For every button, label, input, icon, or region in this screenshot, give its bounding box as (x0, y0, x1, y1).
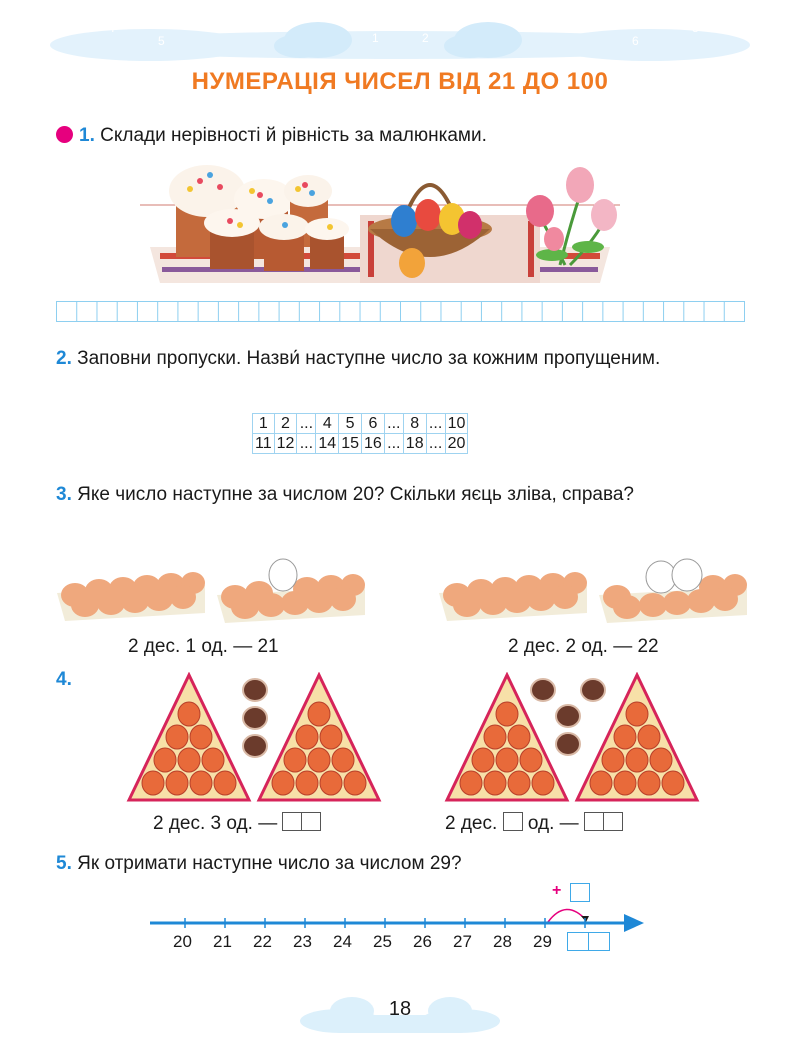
pysanka-egg-icon (581, 679, 605, 701)
tick-label: 22 (253, 932, 272, 951)
answer-box[interactable] (567, 932, 589, 951)
egg-cartons-right (437, 555, 757, 630)
egg-carton-icon (439, 572, 587, 621)
task-text: Як отримати наступне число за числом 29? (77, 853, 462, 874)
table-row (253, 434, 468, 454)
caption-text: 2 дес. (445, 813, 498, 834)
tick-label: 20 (173, 932, 192, 951)
answer-grid[interactable] (56, 301, 746, 323)
caption-4-left (153, 812, 321, 835)
task-3 (56, 483, 746, 507)
table-cell: 2 (274, 414, 297, 434)
header-number: 6 (632, 34, 639, 48)
egg-carton-icon (217, 559, 365, 623)
pysanka-triangles-left (125, 672, 385, 804)
pysanka-egg-icon (556, 705, 580, 727)
plus-sign: + (552, 882, 562, 899)
page-number: 18 (388, 998, 412, 1020)
table-cell: 8 (403, 414, 426, 434)
tick-label: 28 (493, 932, 512, 951)
header-number: 1 (372, 31, 379, 45)
task-bullet-icon (56, 126, 73, 143)
pysanka-triangle-icon (259, 675, 379, 800)
egg-cartons-left (55, 555, 375, 630)
table-cell: 10 (445, 414, 468, 434)
pysanka-egg-icon (556, 733, 580, 755)
answer-box[interactable] (503, 812, 523, 831)
answer-box[interactable] (584, 812, 604, 831)
task-number: 4. (56, 669, 72, 690)
answer-box[interactable] (588, 932, 610, 951)
task-number: 3. (56, 484, 72, 505)
table-cell: 18 (403, 434, 426, 454)
task-number: 1. (79, 125, 95, 146)
table-cell: 14 (316, 434, 339, 454)
pysanka-egg-icon (531, 679, 555, 701)
header-number: 0 (396, 15, 403, 29)
blank-cell[interactable]: ... (384, 434, 403, 454)
answer-box[interactable] (603, 812, 623, 831)
pysanka-egg-icon (243, 679, 267, 701)
task-1-illustration (140, 155, 620, 290)
blank-cell[interactable]: ... (297, 434, 316, 454)
page-title: НУМЕРАЦІЯ ЧИСЕЛ ВІД 21 ДО 100 (191, 68, 609, 95)
task-text: Заповни пропуски. Назви́ наступне число за кожним пропущеним. (77, 348, 661, 369)
task-number: 2. (56, 348, 72, 369)
task-1 (56, 124, 487, 148)
caption-text: од. — (527, 813, 579, 834)
answer-box[interactable] (301, 812, 321, 831)
easter-cake-icon (169, 165, 349, 271)
table-cell: 5 (339, 414, 362, 434)
header-number: 7 (110, 21, 117, 35)
egg-carton-icon (599, 559, 747, 623)
header-number: 4 (568, 21, 575, 35)
table-row (253, 414, 468, 434)
table-cell: 11 (253, 434, 275, 454)
task-text: Яке число наступне за числом 20? Скільки яєць зліва, справа? (77, 484, 634, 505)
tick-label: 21 (213, 932, 232, 951)
task-text: Склади нерівності й рівність за малюнками. (100, 125, 487, 146)
header-number: 5 (158, 34, 165, 48)
task-2 (56, 347, 746, 371)
pysanka-triangle-icon (129, 675, 249, 800)
answer-box[interactable] (282, 812, 302, 831)
blank-cell[interactable]: ... (426, 434, 445, 454)
table-cell: 15 (339, 434, 362, 454)
caption-left: 2 дес. 1 од. — 21 (128, 636, 279, 657)
table-cell: 16 (362, 434, 385, 454)
pysanka-egg-icon (243, 707, 267, 729)
table-cell: 12 (274, 434, 297, 454)
blank-cell[interactable]: ... (297, 414, 316, 434)
pysanka-triangles-right (443, 672, 703, 804)
caption-4-right (445, 812, 623, 835)
tick-label: 29 (533, 932, 552, 951)
table-cell: 6 (362, 414, 385, 434)
table-cell: 1 (253, 414, 275, 434)
table-cell: 4 (316, 414, 339, 434)
arrow-head-icon (624, 914, 644, 932)
header-number: 3 (222, 21, 229, 35)
caption-right: 2 дес. 2 од. — 22 (508, 636, 659, 657)
egg-carton-icon (57, 572, 205, 621)
tick-label: 26 (413, 932, 432, 951)
tick-label: 27 (453, 932, 472, 951)
header-number: 8 (692, 21, 699, 35)
caption-text: 2 дес. 3 од. — (153, 813, 278, 834)
task-5 (56, 852, 462, 876)
table-cell: 20 (445, 434, 468, 454)
header-number: 2 (422, 31, 429, 45)
tick-label: 24 (333, 932, 352, 951)
blank-cell[interactable]: ... (384, 414, 403, 434)
task-number: 5. (56, 853, 72, 874)
pysanka-egg-icon (243, 735, 267, 757)
header-clouds (0, 0, 800, 70)
number-table (252, 413, 468, 454)
tick-label: 25 (373, 932, 392, 951)
blank-cell[interactable]: ... (426, 414, 445, 434)
tick-label: 23 (293, 932, 312, 951)
